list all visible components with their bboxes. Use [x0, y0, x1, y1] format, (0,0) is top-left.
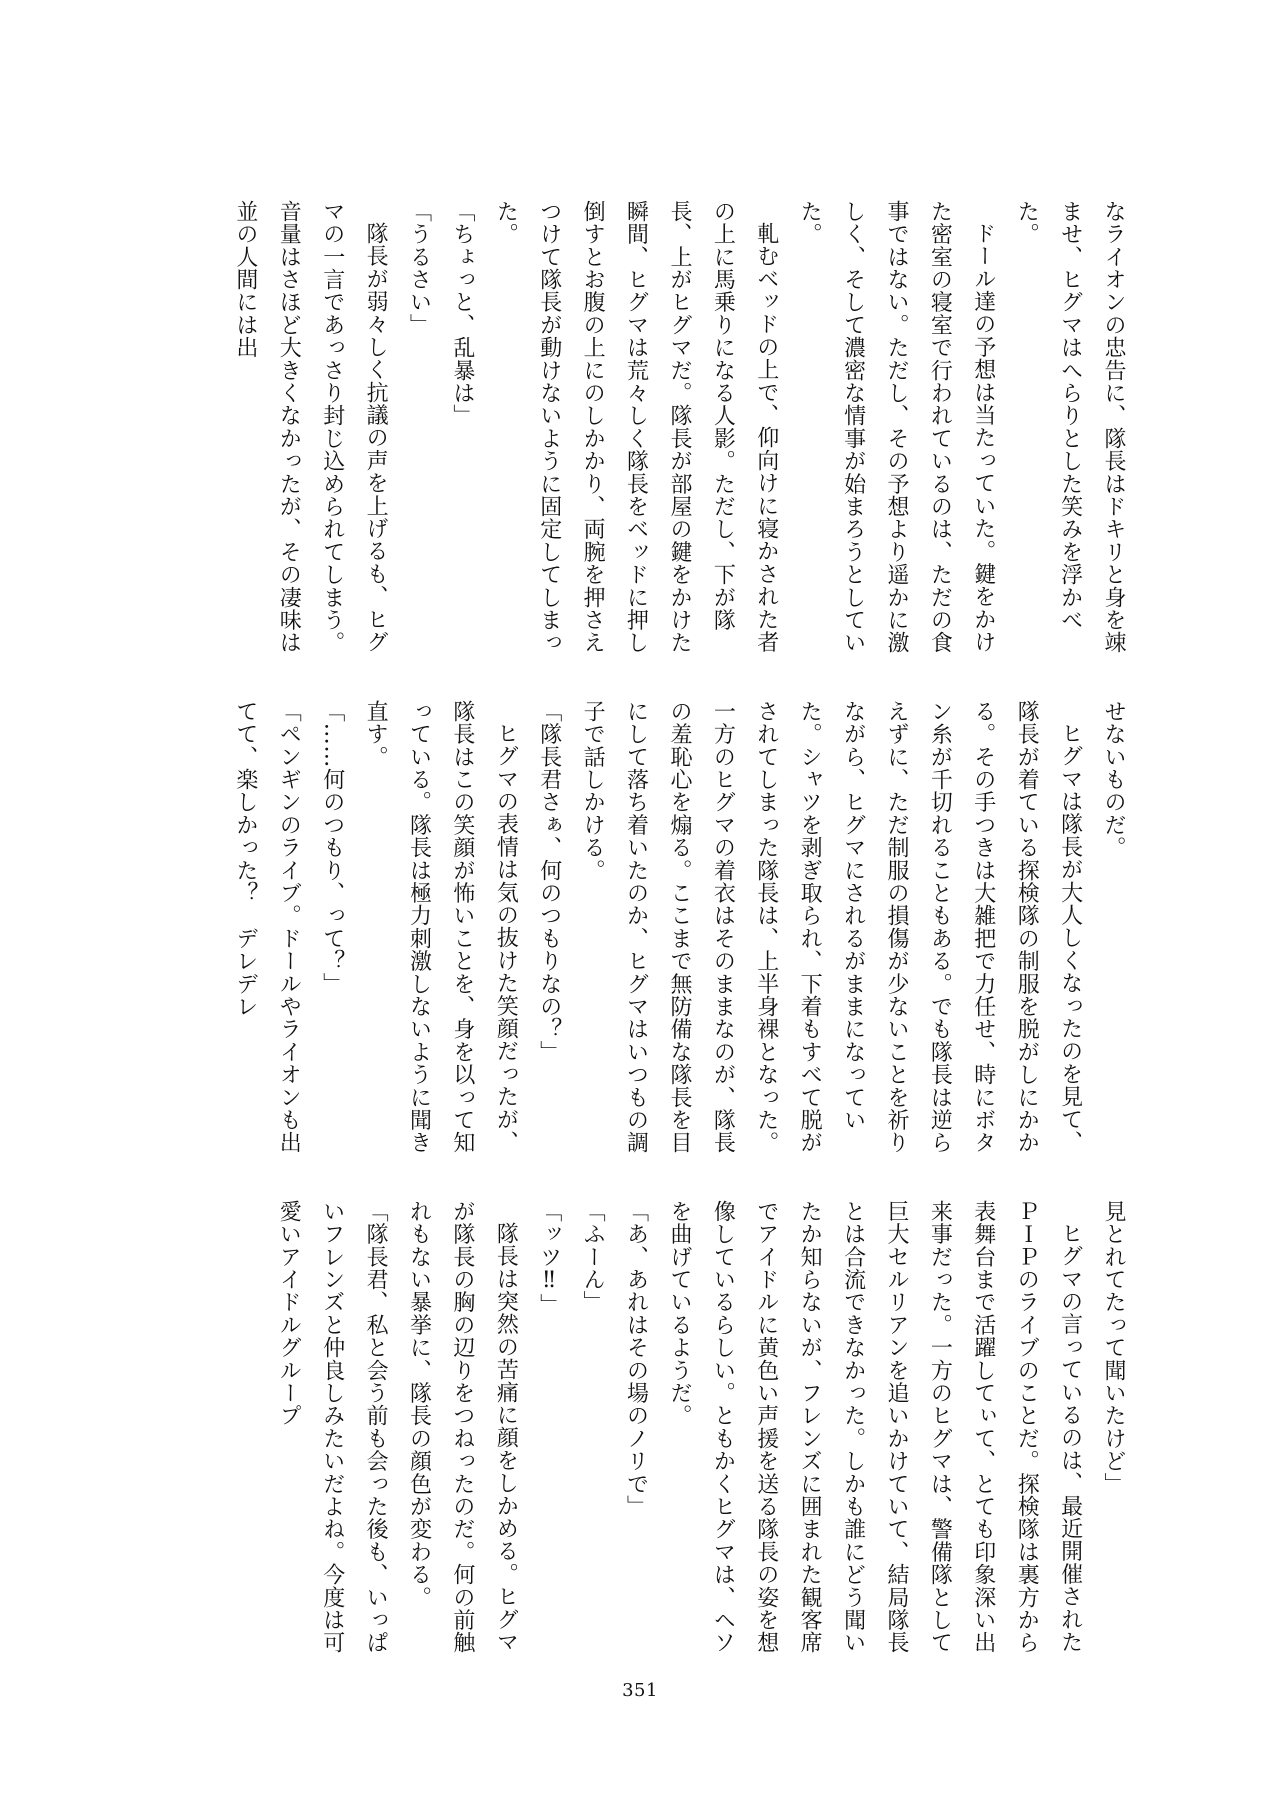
paragraph: ヒグマは隊長が大人しくなったのを見て、隊長が着ている探検隊の制服を脱がしにかかる。その手つきは大雑把で力任せ、時にボタン糸が千切れることもある。でも隊長は逆らえずに、ただ制服の損傷が少ないことを祈りながら、ヒグマにされるがままになっていた。シャツを剥ぎ取られ、下着もすべて脱がされてしまった隊長は、上半身裸となった。一方のヒグマの着衣はそのままなのが、隊長の羞恥心を煽る。ここまで無防備な隊長を目にして落ち着いたのか、ヒグマはいつもの調子で話しかける。: [580, 700, 1083, 1154]
dialogue-line: 「……何のつもり、って？」: [319, 700, 345, 996]
dialogue-line: 「ちょっと、乱暴は」: [449, 200, 475, 427]
paragraph: 見とれてたって聞いたけど」: [1101, 1200, 1126, 1496]
paragraph: 隊長は突然の苦痛に顔をしかめる。ヒグマが隊長の胸の辺りをつねったのだ。何の前触れもない暴挙に、隊長の顔色が変わる。: [406, 1200, 519, 1654]
dialogue-line: 「ペンギンのライブ。ドールやライオンも出てて、楽しかった？ デレデレ: [232, 700, 302, 1154]
dialogue-line: 「うるさい」: [406, 200, 432, 337]
paragraph: 軋むベッドの上で、仰向けに寝かされた者の上に馬乗りになる人影。ただし、下が隊長、上がヒグマだ。隊長が部屋の鍵をかけた瞬間、ヒグマは荒々しく隊長をベッドに押し倒すとお腹の上にのしかかり、両腕を押さえつけて隊長が動けないように固定してしまった。: [493, 200, 779, 654]
paragraph: ヒグマの表情は気の抜けた笑顔だったが、隊長はこの笑顔が怖いことを、身を以って知っている。隊長は極力刺激しないように聞き直す。: [363, 700, 519, 1154]
paragraph: 隊長が弱々しく抗議の声を上げるも、ヒグマの一言であっさり封じ込められてしまう。音量はさほど大きくなかったが、その凄味は並の人間には出: [232, 200, 389, 654]
dialogue-line: 「あ、あれはその場のノリで」: [623, 1200, 649, 1518]
dialogue-line: 「ふーん」: [580, 1200, 606, 1314]
dialogue-line: 「隊長君、私と会う前も会った後も、いっぱいフレンズと仲良しみたいだよね。今度は可愛いアイドルグループ: [276, 1200, 389, 1654]
text-tier-top: [145, 200, 1135, 660]
dialogue-line: 「ッツ‼」: [536, 1200, 562, 1317]
dialogue-line: 「隊長君さぁ、何のつもりなの？」: [536, 700, 562, 1064]
text-tier-middle: [145, 700, 1135, 1160]
paragraph: ヒグマの言っているのは、最近開催されたＰＩＰのライブのことだ。探検隊は裏方から表舞台まで活躍してぃて、とても印象深い出来事だった。一方のヒグマは、警備隊として巨大セルリアンを追いかけていて、結局隊長とは合流できなかった。しかも誰にどう聞いたか知らないが、フレンズに囲まれた観客席でアイドルに黄色い声援を送る隊長の姿を想像しているらしい。ともかくヒグマは、ヘソを曲げているようだ。: [666, 1200, 1083, 1654]
paragraph: なライオンの忠告に、隊長はドキリと身を竦ませ、ヒグマはへらりとした笑みを浮かべた。: [1014, 200, 1126, 654]
paragraph: ドール達の予想は当たっていた。鍵をかけた密室の寝室で行われているのは、ただの食事ではない。ただし、その予想より遥かに激しく、そして濃密な情事が始まろうとしていた。: [797, 200, 996, 654]
paragraph: せないものだ。: [1101, 700, 1126, 859]
page-number: 351: [622, 1680, 658, 1701]
text-tier-bottom: [145, 1200, 1135, 1660]
